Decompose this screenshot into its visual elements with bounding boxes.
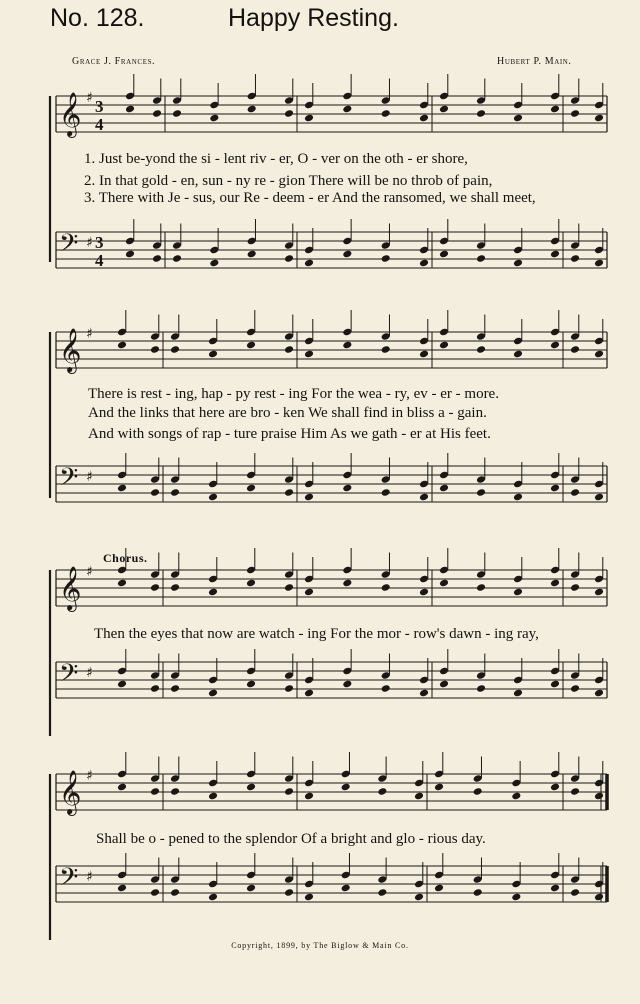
notehead (246, 680, 256, 689)
notehead (304, 792, 314, 801)
notehead (117, 884, 127, 893)
notehead (117, 579, 127, 588)
notehead (208, 588, 218, 597)
notehead (570, 254, 580, 263)
notehead (342, 579, 352, 588)
notehead (247, 250, 257, 259)
notehead (570, 684, 580, 693)
notehead (284, 888, 294, 897)
key-signature-sharp-icon: ♯ (86, 235, 93, 251)
notehead (284, 684, 294, 693)
notehead (284, 488, 294, 497)
notehead (570, 109, 580, 118)
system-1-treble-staff (0, 92, 640, 142)
notehead (247, 105, 257, 114)
treble-clef-icon: 𝄞 (59, 328, 82, 372)
notehead (570, 488, 580, 497)
notehead (117, 783, 127, 792)
notehead (419, 350, 429, 359)
notehead (434, 884, 444, 893)
music-credit: Hubert P. Main. (497, 56, 572, 67)
verse-2-line-2: And the links that here are bro - ken We shall find in bliss a - gain. (88, 405, 487, 421)
notehead (208, 493, 218, 502)
notehead (476, 345, 486, 354)
hymn-title: Happy Resting. (228, 4, 399, 32)
notehead (208, 350, 218, 359)
key-signature-sharp-icon: ♯ (86, 326, 93, 342)
notehead (439, 250, 449, 259)
notehead (439, 680, 449, 689)
system-2-treble-staff (0, 328, 640, 378)
notehead (284, 787, 294, 796)
notehead (304, 689, 314, 698)
notehead (342, 250, 352, 259)
notehead (414, 893, 424, 902)
notehead (513, 493, 523, 502)
chorus-label: Chorus. (103, 551, 148, 565)
notehead (550, 579, 560, 588)
time-signature-bottom: 4 (95, 115, 104, 134)
notehead (513, 588, 523, 597)
notehead (513, 350, 523, 359)
key-signature-sharp-icon: ♯ (86, 665, 93, 681)
notehead (284, 254, 294, 263)
notehead (150, 888, 160, 897)
notehead (513, 259, 523, 268)
notehead (476, 488, 486, 497)
notehead (476, 109, 486, 118)
notehead (125, 105, 135, 114)
notehead (550, 484, 560, 493)
notehead (304, 259, 314, 268)
key-signature-sharp-icon: ♯ (86, 564, 93, 580)
notehead (342, 484, 352, 493)
notehead (419, 259, 429, 268)
notehead (208, 689, 218, 698)
notehead (152, 109, 162, 118)
notehead (342, 680, 352, 689)
notehead (439, 579, 449, 588)
bass-clef-icon: 𝄢 (59, 863, 79, 898)
notehead (304, 493, 314, 502)
notehead (381, 488, 391, 497)
notehead (419, 588, 429, 597)
notehead (246, 579, 256, 588)
notehead (381, 583, 391, 592)
notehead (511, 893, 521, 902)
time-signature-bottom: 4 (95, 251, 104, 270)
notehead (170, 684, 180, 693)
hymn-number: No. 128. (50, 4, 145, 32)
key-signature-sharp-icon: ♯ (86, 469, 93, 485)
notehead (594, 588, 604, 597)
system-4-treble-staff (0, 770, 640, 820)
notehead (117, 341, 127, 350)
notehead (570, 787, 580, 796)
notehead (473, 787, 483, 796)
notehead (246, 783, 256, 792)
notehead (570, 345, 580, 354)
system-3-treble-staff (0, 566, 640, 616)
notehead (594, 350, 604, 359)
notehead (377, 787, 387, 796)
notehead (170, 583, 180, 592)
verse-3-line-2: And with songs of rap - ture praise Him As we gath - er at His feet. (88, 426, 491, 442)
notehead (434, 783, 444, 792)
notehead (125, 250, 135, 259)
notehead (284, 345, 294, 354)
notehead (594, 792, 604, 801)
notehead (209, 259, 219, 268)
notehead (150, 583, 160, 592)
verse-1-line-1: 1. Just be-yond the si - lent riv - er, O - ver on the oth - er shore, (84, 151, 468, 167)
notehead (170, 345, 180, 354)
notehead (117, 484, 127, 493)
notehead (550, 783, 560, 792)
notehead (246, 484, 256, 493)
notehead (150, 345, 160, 354)
notehead (150, 787, 160, 796)
notehead (414, 792, 424, 801)
notehead (172, 109, 182, 118)
treble-clef-icon: 𝄞 (59, 566, 82, 610)
notehead (439, 341, 449, 350)
notehead (170, 888, 180, 897)
notehead (284, 583, 294, 592)
notehead (550, 884, 560, 893)
notehead (419, 114, 429, 123)
notehead (511, 792, 521, 801)
notehead (439, 105, 449, 114)
system-2-bass-staff (0, 462, 640, 512)
notehead (304, 114, 314, 123)
notehead (570, 583, 580, 592)
words-credit: Grace J. Frances. (72, 56, 156, 67)
notehead (473, 888, 483, 897)
verse-1-line-2: There is rest - ing, hap - py rest - ing For the wea - ry, ev - er - more. (88, 386, 499, 402)
notehead (550, 341, 560, 350)
notehead (342, 341, 352, 350)
notehead (304, 893, 314, 902)
notehead (246, 341, 256, 350)
system-4-bass-staff (0, 862, 640, 912)
notehead (208, 792, 218, 801)
notehead (170, 787, 180, 796)
bass-clef-icon: 𝄢 (59, 659, 79, 694)
chorus-line-1: Then the eyes that now are watch - ing For the mor - row's dawn - ing ray, (94, 626, 539, 642)
notehead (150, 684, 160, 693)
notehead (117, 680, 127, 689)
notehead (439, 484, 449, 493)
notehead (550, 680, 560, 689)
notehead (594, 493, 604, 502)
treble-clef-icon: 𝄞 (59, 770, 82, 814)
system-3-bass-staff (0, 658, 640, 708)
notehead (381, 684, 391, 693)
notehead (341, 783, 351, 792)
notehead (150, 488, 160, 497)
notehead (419, 493, 429, 502)
treble-clef-icon: 𝄞 (59, 92, 82, 136)
system-1-bass-staff (0, 228, 640, 278)
notehead (513, 114, 523, 123)
notehead (172, 254, 182, 263)
notehead (550, 105, 560, 114)
notehead (594, 893, 604, 902)
notehead (594, 114, 604, 123)
time-signature-top: 3 (95, 233, 104, 252)
bass-clef-icon: 𝄢 (59, 229, 79, 264)
notehead (341, 884, 351, 893)
notehead (304, 588, 314, 597)
notehead (152, 254, 162, 263)
notehead (476, 684, 486, 693)
notehead (170, 488, 180, 497)
time-signature-top: 3 (95, 97, 104, 116)
chorus-line-2: Shall be o - pened to the splendor Of a bright and glo - rious day. (96, 831, 486, 847)
notehead (419, 689, 429, 698)
notehead (476, 254, 486, 263)
notehead (476, 583, 486, 592)
key-signature-sharp-icon: ♯ (86, 869, 93, 885)
bass-clef-icon: 𝄢 (59, 463, 79, 498)
notehead (246, 884, 256, 893)
notehead (209, 114, 219, 123)
notehead (304, 350, 314, 359)
notehead (513, 689, 523, 698)
notehead (594, 259, 604, 268)
notehead (550, 250, 560, 259)
notehead (284, 109, 294, 118)
notehead (594, 689, 604, 698)
notehead (381, 254, 391, 263)
key-signature-sharp-icon: ♯ (86, 90, 93, 106)
notehead (342, 105, 352, 114)
notehead (381, 109, 391, 118)
notehead (381, 345, 391, 354)
copyright-notice: Copyright, 1899, by The Biglow & Main Co. (231, 941, 409, 950)
notehead (570, 888, 580, 897)
verse-2-line-1: 2. In that gold - en, sun - ny re - gion There will be no throb of pain, (84, 173, 493, 189)
verse-3-line-1: 3. There with Je - sus, our Re - deem - er And the ransomed, we shall meet, (84, 190, 536, 206)
key-signature-sharp-icon: ♯ (86, 768, 93, 784)
notehead (208, 893, 218, 902)
notehead (377, 888, 387, 897)
